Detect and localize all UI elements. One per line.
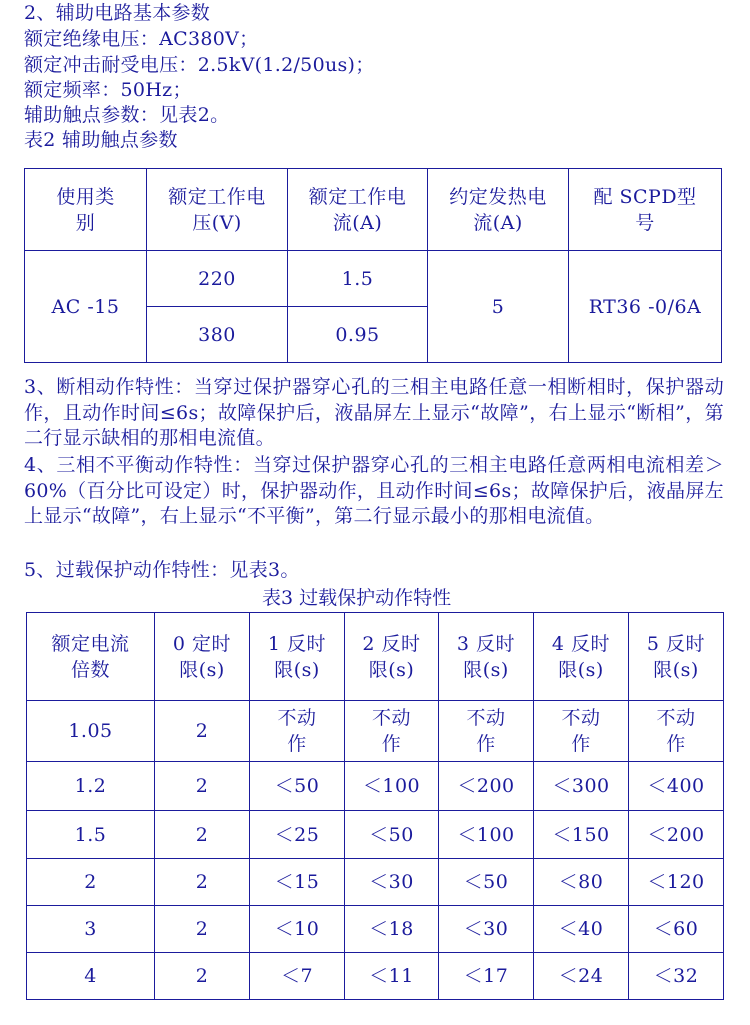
voltage-cell: 220 bbox=[147, 251, 288, 307]
table-cell: ＜120 bbox=[629, 859, 724, 906]
table-header-row bbox=[27, 613, 724, 701]
header-cell: 0 定时限(s) bbox=[155, 613, 250, 701]
table-cell: ＜200 bbox=[439, 762, 534, 811]
table-cell: 不动作 bbox=[250, 701, 345, 762]
table-cell: 2 bbox=[155, 701, 250, 762]
table-cell: 2 bbox=[155, 859, 250, 906]
table-cell: 1.5 bbox=[27, 811, 155, 859]
table-cell: 2 bbox=[155, 906, 250, 953]
header-cell: 5 反时限(s) bbox=[629, 613, 724, 701]
table-cell: ＜50 bbox=[250, 762, 345, 811]
table-cell: ＜7 bbox=[250, 953, 345, 1000]
table3-caption: 表3 过载保护动作特性 bbox=[262, 587, 452, 609]
table-header-row bbox=[25, 169, 722, 251]
table-cell: ＜400 bbox=[629, 762, 724, 811]
table-row bbox=[27, 859, 724, 906]
scpd-model: RT36 -0/6A bbox=[569, 251, 722, 363]
rated-insulation-voltage: 额定绝缘电压：AC380V； bbox=[24, 28, 259, 50]
section4-unbalance: 4、三相不平衡动作特性：当穿过保护器穿心孔的三相主电路任意两相电流相差＞60%（百分比可设定）时，保护器动作，且动作时间≤6s；故障保护后，液晶屏左上显示“故障”，右上显示“不平衡”，第二行显示最小的那相电流值。 bbox=[24, 454, 724, 527]
rated-frequency: 额定频率：50Hz； bbox=[24, 79, 192, 101]
table-cell: ＜30 bbox=[439, 906, 534, 953]
section5-overload: 5、过载保护动作特性：见表3。 bbox=[24, 559, 300, 581]
overload-protection-table bbox=[26, 612, 724, 1000]
header-cell: 3 反时限(s) bbox=[439, 613, 534, 701]
aux-contact-params: 辅助触点参数：见表2。 bbox=[24, 104, 230, 126]
table-cell: ＜50 bbox=[345, 811, 439, 859]
aux-contact-table bbox=[24, 168, 722, 363]
table-cell: 2 bbox=[155, 811, 250, 859]
table-cell: 1.2 bbox=[27, 762, 155, 811]
table-cell: ＜100 bbox=[439, 811, 534, 859]
table-cell: ＜17 bbox=[439, 953, 534, 1000]
table-cell: 4 bbox=[27, 953, 155, 1000]
section2-heading: 2、辅助电路基本参数 bbox=[24, 2, 211, 24]
header-cell: 1 反时限(s) bbox=[250, 613, 345, 701]
usage-category: AC -15 bbox=[25, 251, 147, 363]
table-cell: ＜24 bbox=[534, 953, 629, 1000]
table-row bbox=[25, 251, 722, 307]
table-cell: ＜32 bbox=[629, 953, 724, 1000]
table-cell: ＜30 bbox=[345, 859, 439, 906]
header-cell: 4 反时限(s) bbox=[534, 613, 629, 701]
table-cell: ＜10 bbox=[250, 906, 345, 953]
table-cell: ＜18 bbox=[345, 906, 439, 953]
header-cell: 2 反时限(s) bbox=[345, 613, 439, 701]
current-cell: 0.95 bbox=[288, 307, 428, 363]
header-cell: 额定工作电压(V) bbox=[147, 169, 288, 251]
table-cell: ＜50 bbox=[439, 859, 534, 906]
table-row bbox=[27, 762, 724, 811]
table-cell: 2 bbox=[27, 859, 155, 906]
table-cell: ＜15 bbox=[250, 859, 345, 906]
table-cell: 2 bbox=[155, 762, 250, 811]
table-cell: 不动作 bbox=[345, 701, 439, 762]
header-cell: 使用类别 bbox=[25, 169, 147, 251]
thermal-current: 5 bbox=[428, 251, 569, 363]
section3-phase-loss: 3、断相动作特性：当穿过保护器穿心孔的三相主电路任意一相断相时，保护器动作，且动作时间≤6s；故障保护后，液晶屏左上显示“故障”，右上显示“断相”，第二行显示缺相的那相电流值。 bbox=[24, 376, 724, 449]
table-row bbox=[27, 811, 724, 859]
voltage-cell: 380 bbox=[147, 307, 288, 363]
table-cell: 3 bbox=[27, 906, 155, 953]
table-cell: ＜80 bbox=[534, 859, 629, 906]
table-cell: ＜60 bbox=[629, 906, 724, 953]
header-cell: 约定发热电流(A) bbox=[428, 169, 569, 251]
table-cell: ＜11 bbox=[345, 953, 439, 1000]
table-row bbox=[27, 701, 724, 762]
table-row bbox=[27, 953, 724, 1000]
table2-caption: 表2 辅助触点参数 bbox=[24, 129, 178, 151]
header-cell: 额定电流倍数 bbox=[27, 613, 155, 701]
table-cell: ＜200 bbox=[629, 811, 724, 859]
current-cell: 1.5 bbox=[288, 251, 428, 307]
table-cell: ＜150 bbox=[534, 811, 629, 859]
table-cell: 2 bbox=[155, 953, 250, 1000]
table-cell: 不动作 bbox=[534, 701, 629, 762]
table-cell: 不动作 bbox=[439, 701, 534, 762]
header-cell: 额定工作电流(A) bbox=[288, 169, 428, 251]
rated-impulse-voltage: 额定冲击耐受电压：2.5kV(1.2/50us)； bbox=[24, 54, 375, 76]
table-cell: ＜100 bbox=[345, 762, 439, 811]
table-cell: 1.05 bbox=[27, 701, 155, 762]
table-row bbox=[27, 906, 724, 953]
table-cell: ＜300 bbox=[534, 762, 629, 811]
table-cell: ＜25 bbox=[250, 811, 345, 859]
table-cell: 不动作 bbox=[629, 701, 724, 762]
header-cell: 配 SCPD型号 bbox=[569, 169, 722, 251]
table-cell: ＜40 bbox=[534, 906, 629, 953]
